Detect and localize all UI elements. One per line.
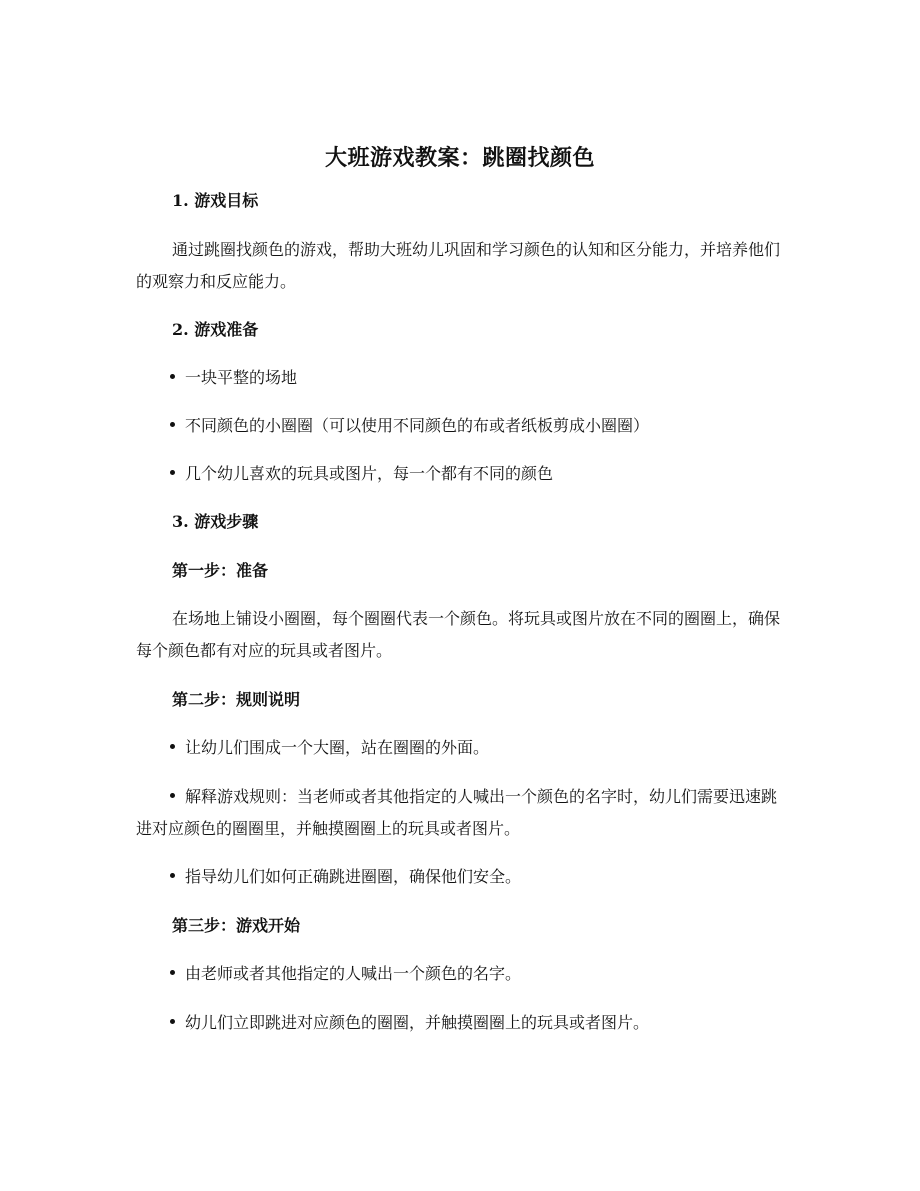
- document-title: 大班游戏教案：跳圈找颜色: [324, 145, 595, 171]
- section-heading-steps: 3. 游戏步骤: [172, 512, 259, 531]
- step3-item-text: 幼儿们立即跳进对应颜色的圈圈，并触摸圈圈上的玩具或者图片。: [185, 1013, 650, 1032]
- prep-item-text: 一块平整的场地: [185, 368, 298, 387]
- bullet-icon: [170, 422, 175, 427]
- bullet-icon: [170, 1019, 175, 1024]
- prep-list-item: [170, 410, 786, 442]
- step2-item-text: 让幼儿们围成一个大圈，站在圈圈的外面。: [185, 738, 490, 757]
- bullet-icon: [170, 873, 175, 878]
- prep-item-text: 不同颜色的小圈圈（可以使用不同颜色的布或者纸板剪成小圈圈）: [185, 416, 650, 435]
- step3-list-item: [170, 1007, 786, 1039]
- bullet-icon: [170, 793, 175, 798]
- step2-list-item: [170, 732, 786, 764]
- step2-item-text: 指导幼儿们如何正确跳进圈圈，确保他们安全。: [185, 867, 522, 886]
- bullet-icon: [170, 744, 175, 749]
- step2-item-text: 解释游戏规则：当老师或者其他指定的人喊出一个颜色的名字时，幼儿们需要迅速跳进对应颜色的圈圈里，并触摸圈圈上的玩具或者图片。: [136, 787, 778, 838]
- bullet-icon: [170, 374, 175, 379]
- step2-list-item: [136, 781, 786, 845]
- step1-heading: 第一步：准备: [172, 561, 269, 580]
- prep-item-text: 几个幼儿喜欢的玩具或图片，每一个都有不同的颜色: [185, 464, 554, 483]
- section-heading-prep: 2. 游戏准备: [172, 320, 259, 339]
- step1-paragraph: 在场地上铺设小圈圈，每个圈圈代表一个颜色。将玩具或图片放在不同的圈圈上，确保每个颜色都有对应的玩具或者图片。: [136, 609, 781, 660]
- step3-list-item: [170, 958, 786, 990]
- section-heading-goal: 1. 游戏目标: [172, 191, 259, 210]
- step3-item-text: 由老师或者其他指定的人喊出一个颜色的名字。: [185, 964, 522, 983]
- bullet-icon: [170, 970, 175, 975]
- goal-paragraph: 通过跳圈找颜色的游戏，帮助大班幼儿巩固和学习颜色的认知和区分能力，并培养他们的观察力和反应能力。: [136, 240, 781, 291]
- step2-heading: 第二步：规则说明: [172, 690, 301, 709]
- bullet-icon: [170, 470, 175, 475]
- step3-heading: 第三步：游戏开始: [172, 916, 301, 935]
- step2-list-item: [170, 861, 786, 893]
- prep-list-item: [170, 458, 786, 490]
- prep-list-item: [170, 362, 786, 394]
